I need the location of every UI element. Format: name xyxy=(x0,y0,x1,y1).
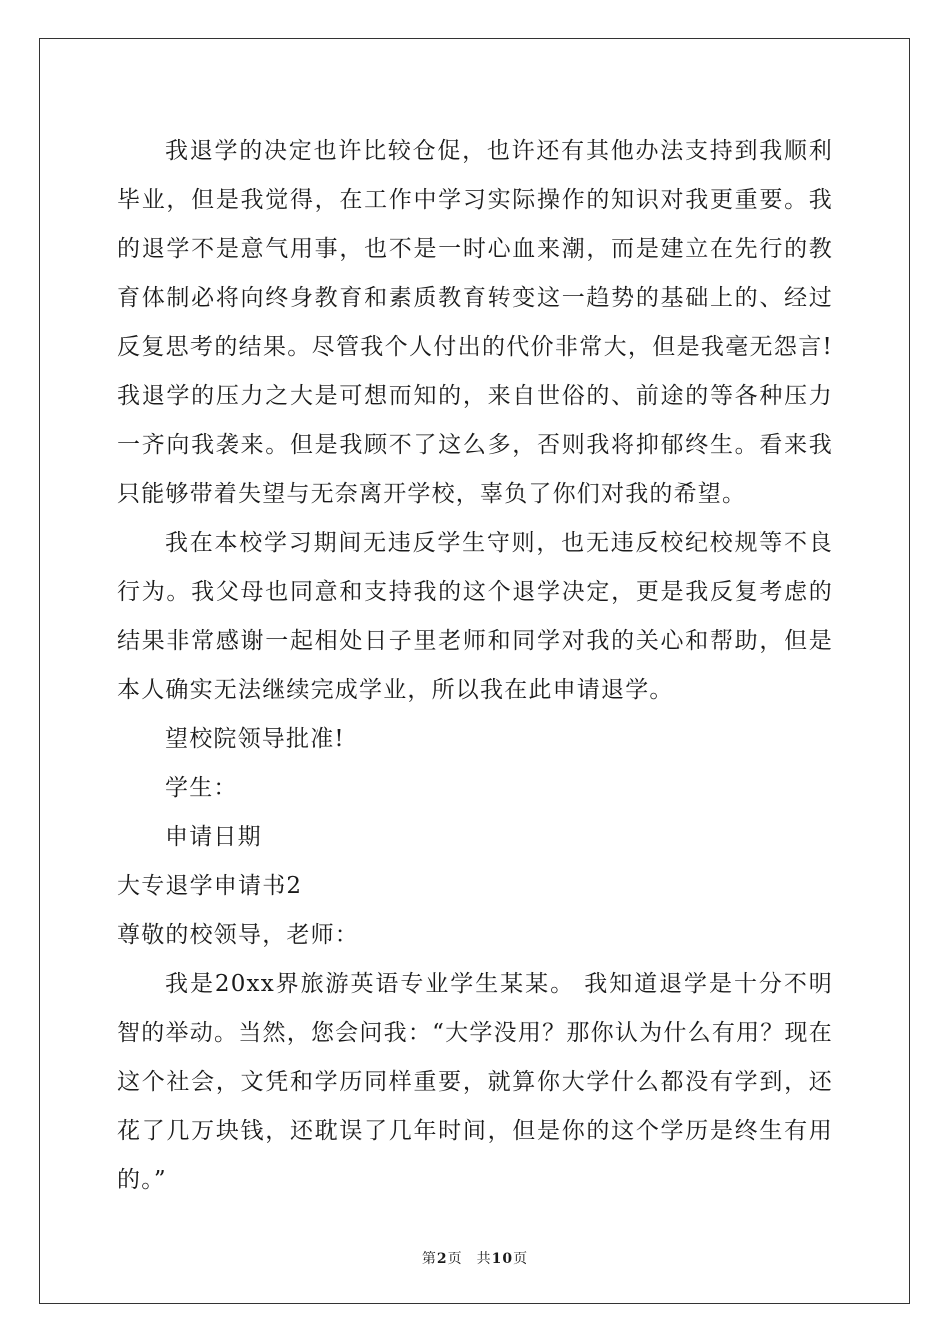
total-suffix: 页 xyxy=(513,1251,529,1267)
student-signature-line: 学生： xyxy=(165,775,238,801)
page-prefix: 第 xyxy=(421,1251,437,1267)
application-date-line: 申请日期 xyxy=(165,824,262,850)
total-prefix: 共 xyxy=(476,1251,492,1267)
total-pages: 10 xyxy=(491,1251,514,1267)
page-footer xyxy=(0,1248,950,1268)
paragraph-withdrawal-reason: 我退学的决定也许比较仓促，也许还有其他办法支持到我顺利毕业，但是我觉得，在工作中学习实际操作的知识对我更重要。我的退学不是意气用事，也不是一时心血来潮，而是建立在先行的教育体制必将向终身教育和素质教育转变这一趋势的基础上的、经过反复思考的结果。尽管我个人付出的代价非常大，但是我毫无怨言!我退学的压力之大是可想而知的，来自世俗的、前途的等各种压力一齐向我袭来。但是我顾不了这么多，否则我将抑郁终生。看来我只能够带着失望与无奈离开学校，辜负了你们对我的希望。 xyxy=(117,138,833,507)
paragraph-approval-request: 望校院领导批准! xyxy=(165,726,345,752)
page-number: 2 xyxy=(436,1251,448,1267)
section-title: 大专退学申请书2 xyxy=(117,873,303,899)
document-body xyxy=(117,127,833,1205)
paragraph-conduct-statement: 我在本校学习期间无违反学生守则，也无违反校纪校规等不良行为。我父母也同意和支持我的这个退学决定，更是我反复考虑的结果非常感谢一起相处日子里老师和同学对我的关心和帮助，但是本人确实无法继续完成学业，所以我在此申请退学。 xyxy=(117,530,833,703)
page-suffix: 页 xyxy=(447,1251,463,1267)
salutation: 尊敬的校领导，老师： xyxy=(117,922,359,948)
paragraph-introduction: 我是20xx界旅游英语专业学生某某。 我知道退学是十分不明智的举动。当然，您会问我：“大学没用？那你认为什么有用？现在这个社会，文凭和学历同样重要，就算你大学什么都没有学到，还花了几万块钱，还耽误了几年时间，但是你的这个学历是终生有用的。” xyxy=(117,971,833,1193)
